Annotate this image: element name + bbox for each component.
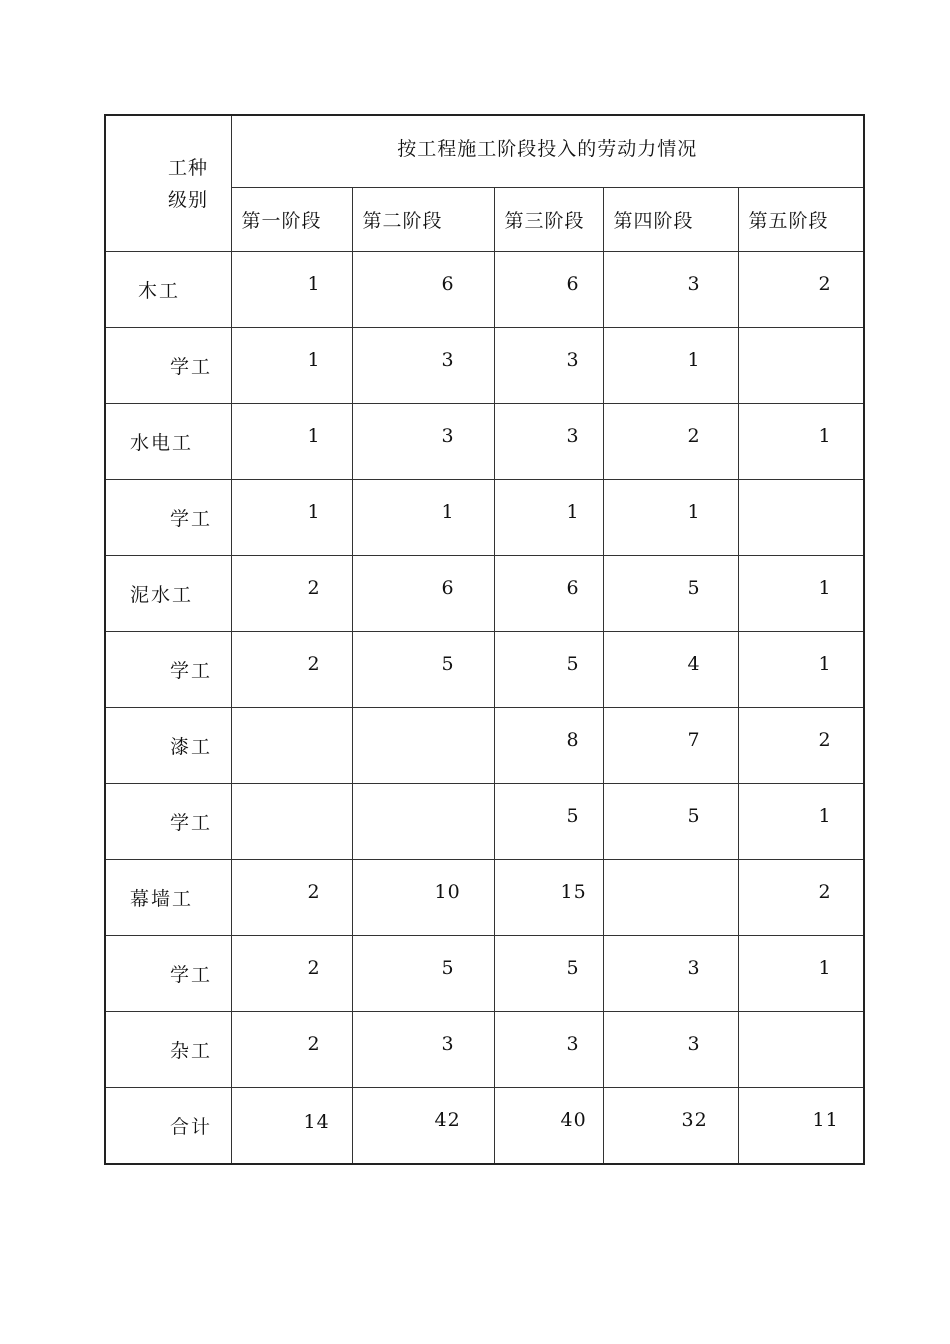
value-cell <box>352 708 494 784</box>
stage-header-2: 第二阶段 <box>352 188 494 252</box>
value-cell: 3 <box>494 404 603 480</box>
header-row-top <box>105 115 864 188</box>
trade-label: 杂工 <box>105 1012 231 1088</box>
value-cell: 1 <box>603 328 738 404</box>
value-cell: 3 <box>494 328 603 404</box>
section-title: 按工程施工阶段投入的劳动力情况 <box>231 115 864 188</box>
table-row <box>105 632 864 708</box>
value-cell: 1 <box>738 404 864 480</box>
trade-label: 幕墙工 <box>105 860 231 936</box>
table-row <box>105 708 864 784</box>
labor-force-table <box>104 114 865 1165</box>
table-row <box>105 404 864 480</box>
trade-label: 学工 <box>105 784 231 860</box>
table-row <box>105 860 864 936</box>
stage-header-5: 第五阶段 <box>738 188 864 252</box>
table-row <box>105 328 864 404</box>
value-cell: 3 <box>603 1012 738 1088</box>
trade-label: 学工 <box>105 328 231 404</box>
table-row <box>105 936 864 1012</box>
value-cell: 1 <box>231 480 352 556</box>
value-cell: 2 <box>738 860 864 936</box>
value-cell: 6 <box>352 252 494 328</box>
total-value-cell: 11 <box>738 1088 864 1165</box>
value-cell: 6 <box>494 556 603 632</box>
value-cell: 4 <box>603 632 738 708</box>
value-cell: 1 <box>231 404 352 480</box>
value-cell: 5 <box>494 784 603 860</box>
trade-label: 水电工 <box>105 404 231 480</box>
value-cell: 5 <box>352 936 494 1012</box>
table-row <box>105 784 864 860</box>
table-row <box>105 556 864 632</box>
value-cell: 3 <box>352 1012 494 1088</box>
value-cell: 3 <box>603 252 738 328</box>
value-cell: 1 <box>231 328 352 404</box>
trade-label: 漆工 <box>105 708 231 784</box>
stage-header-1: 第一阶段 <box>231 188 352 252</box>
value-cell: 1 <box>494 480 603 556</box>
value-cell: 5 <box>494 632 603 708</box>
stage-header-3: 第三阶段 <box>494 188 603 252</box>
corner-header-cell <box>105 115 231 252</box>
trade-label: 学工 <box>105 480 231 556</box>
table-row <box>105 1012 864 1088</box>
value-cell: 15 <box>494 860 603 936</box>
value-cell: 5 <box>352 632 494 708</box>
value-cell: 8 <box>494 708 603 784</box>
value-cell: 1 <box>738 936 864 1012</box>
trade-label: 学工 <box>105 632 231 708</box>
total-value-cell: 42 <box>352 1088 494 1165</box>
table-row <box>105 480 864 556</box>
value-cell: 6 <box>494 252 603 328</box>
trade-label: 木工 <box>105 252 231 328</box>
trade-label: 泥水工 <box>105 556 231 632</box>
value-cell: 7 <box>603 708 738 784</box>
table-row <box>105 252 864 328</box>
value-cell: 1 <box>738 632 864 708</box>
value-cell <box>738 328 864 404</box>
value-cell: 2 <box>603 404 738 480</box>
value-cell: 3 <box>494 1012 603 1088</box>
corner-label-trade: 工种 <box>168 156 209 179</box>
value-cell: 1 <box>738 556 864 632</box>
total-value-cell: 32 <box>603 1088 738 1165</box>
stage-header-4: 第四阶段 <box>603 188 738 252</box>
table-row-total <box>105 1088 864 1165</box>
value-cell: 2 <box>231 936 352 1012</box>
value-cell: 5 <box>603 784 738 860</box>
value-cell <box>603 860 738 936</box>
corner-label-grade: 级别 <box>168 188 209 211</box>
total-value-cell: 40 <box>494 1088 603 1165</box>
value-cell: 2 <box>231 632 352 708</box>
value-cell <box>738 480 864 556</box>
value-cell: 2 <box>738 252 864 328</box>
value-cell <box>231 784 352 860</box>
trade-label: 学工 <box>105 936 231 1012</box>
value-cell: 10 <box>352 860 494 936</box>
value-cell <box>352 784 494 860</box>
value-cell: 2 <box>231 1012 352 1088</box>
value-cell: 5 <box>494 936 603 1012</box>
value-cell: 2 <box>738 708 864 784</box>
value-cell <box>738 1012 864 1088</box>
value-cell: 1 <box>352 480 494 556</box>
value-cell: 2 <box>231 556 352 632</box>
value-cell: 3 <box>603 936 738 1012</box>
value-cell: 1 <box>603 480 738 556</box>
value-cell: 2 <box>231 860 352 936</box>
value-cell: 3 <box>352 328 494 404</box>
value-cell: 5 <box>603 556 738 632</box>
value-cell <box>231 708 352 784</box>
total-value-cell: 14 <box>231 1088 352 1165</box>
value-cell: 3 <box>352 404 494 480</box>
total-label: 合计 <box>105 1088 231 1165</box>
value-cell: 1 <box>738 784 864 860</box>
value-cell: 1 <box>231 252 352 328</box>
value-cell: 6 <box>352 556 494 632</box>
